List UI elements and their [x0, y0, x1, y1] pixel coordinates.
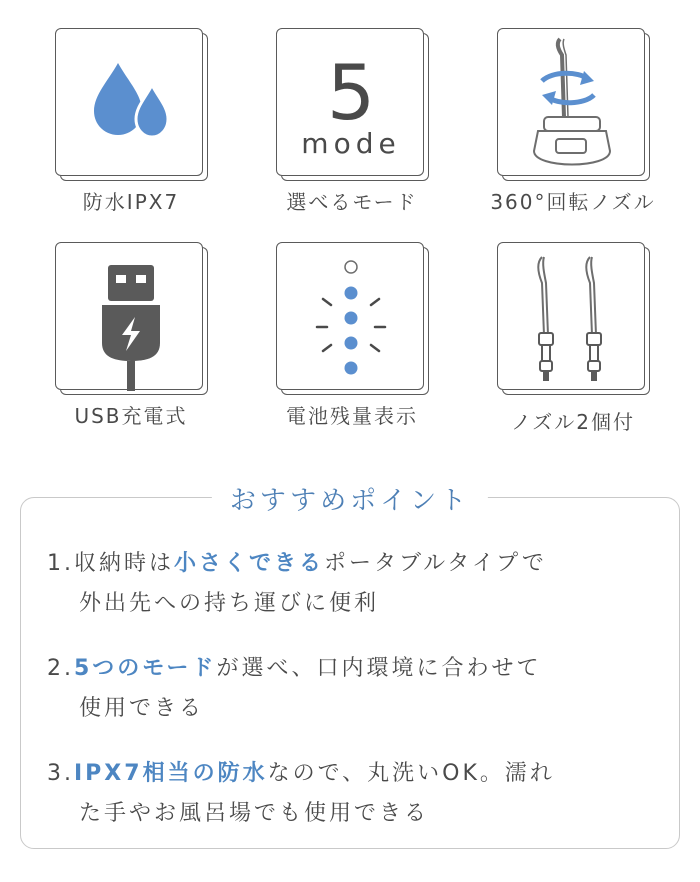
usb-plug-icon	[55, 242, 203, 390]
point-number: 2.	[47, 656, 74, 681]
recommend-point	[47, 649, 667, 729]
recommend-points-box	[20, 486, 680, 849]
feature-label: 電池残量表示	[286, 404, 418, 428]
two-nozzles-icon	[497, 242, 645, 390]
mode-text: mode	[301, 127, 401, 160]
feature-label: ノズル2個付	[511, 410, 635, 434]
point-number: 1.	[47, 551, 74, 576]
point-text-post: が選べ、口内環境に合わせて	[216, 656, 542, 681]
recommend-title: おすすめポイント	[212, 480, 488, 517]
five-mode-icon	[276, 28, 424, 176]
battery-indicator-icon	[276, 242, 424, 390]
point-text-post: なので、丸洗いOK。濡れ	[267, 761, 555, 786]
recommend-point	[47, 754, 667, 834]
point-number: 3.	[47, 761, 74, 786]
point-highlight: IPX7相当の防水	[74, 761, 268, 786]
mode-number: 5	[326, 48, 376, 137]
point-text-line2: た手やお風呂場でも使用できる	[79, 801, 430, 826]
feature-label: 選べるモード	[286, 190, 418, 214]
feature-label: 360°回転ノズル	[490, 190, 656, 214]
point-highlight: 5つのモード	[74, 656, 217, 681]
point-text-pre: 収納時は	[74, 551, 175, 576]
water-drops-icon	[55, 28, 203, 176]
feature-label: USB充電式	[74, 404, 188, 428]
recommend-point	[47, 544, 667, 624]
point-text-post: ポータブルタイプで	[324, 551, 547, 576]
point-highlight: 小さくできる	[174, 551, 325, 576]
feature-label: 防水IPX7	[82, 190, 180, 214]
point-text-line2: 使用できる	[79, 696, 205, 721]
point-text-line2: 外出先への持ち運びに便利	[79, 591, 380, 616]
rotating-nozzle-icon	[497, 28, 645, 176]
